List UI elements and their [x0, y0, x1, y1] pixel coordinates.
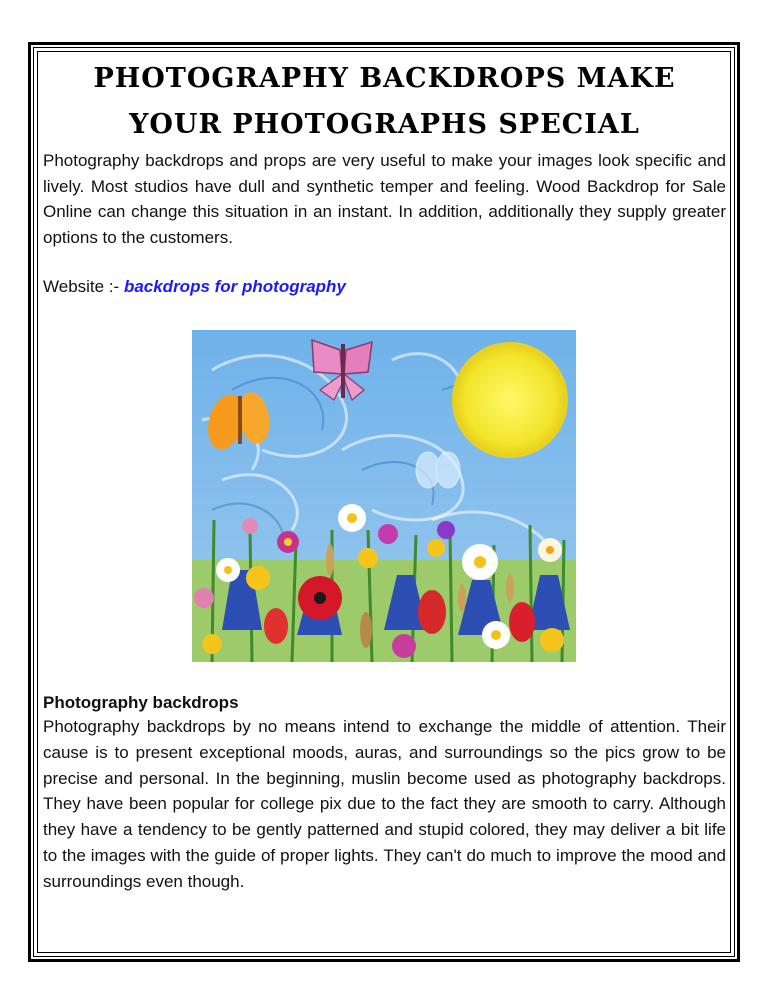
pink-butterfly-icon [312, 340, 372, 400]
website-label: Website :- [43, 277, 124, 296]
backdrop-painting-image [192, 330, 576, 662]
website-link[interactable]: backdrops for photography [123, 277, 346, 296]
document-content [43, 56, 726, 299]
section-heading: Photography backdrops [43, 693, 239, 712]
section-body-paragraph: Photography backdrops by no means intend to exchange the middle of attention. Their cause is to present exceptional moods, auras, and surroundings so the pics grow to be precise and personal. In the beginning, muslin become used as photography backdrops. They have been popular for college pix due to the fact they are smooth to carry. Although they have a tendency to be gently patterned and stupid colored, they may deliver a bit life to the images with the guide of proper lights. They can't do much to improve the mood and surroundings even though. [43, 717, 726, 891]
page-title: PHOTOGRAPHY BACKDROPS MAKE YOUR PHOTOGRAPHS SPECIAL [93, 63, 676, 140]
intro-paragraph: Photography backdrops and props are very useful to make your images look specific and lively. Most studios have dull and synthetic temper and feeling. Wood Backdrop for Sale Online can change this situation in an instant. In addition, additionally they supply greater options to the customers. [43, 151, 726, 247]
website-line [43, 274, 726, 299]
